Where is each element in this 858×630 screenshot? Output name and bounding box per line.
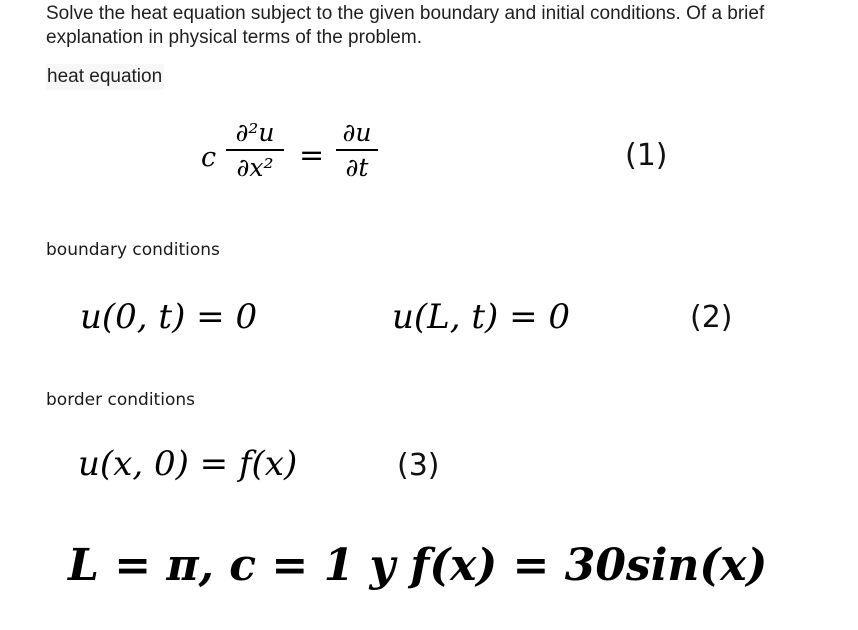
equation-number-2: (2): [690, 300, 733, 335]
rhs-fraction: [336, 118, 378, 183]
initial-condition: u(x, 0) = f(x): [78, 444, 298, 484]
lhs-fraction: [226, 118, 284, 183]
rhs-numerator: ∂u: [342, 118, 372, 147]
boundary-conditions-label: boundary conditions: [46, 240, 220, 260]
lhs-numerator: ∂²u: [235, 118, 275, 147]
parameter-values: L = π, c = 1 y f(x) = 30sin(x): [68, 540, 768, 591]
equals-sign: =: [299, 138, 325, 173]
boundary-condition-right: u(L, t) = 0: [392, 297, 571, 337]
coefficient-c: c: [201, 142, 217, 173]
heat-equation-label: heat equation: [46, 64, 164, 90]
boundary-condition-left: u(0, t) = 0: [80, 297, 258, 337]
lhs-fraction-bar: [226, 149, 284, 151]
equation-number-1: (1): [625, 138, 668, 173]
problem-statement: Solve the heat equation subject to the given boundary and initial conditions. Of a brief explanation in physical terms of the problem.: [46, 3, 765, 48]
rhs-fraction-bar: [336, 149, 378, 151]
lhs-denominator: ∂x²: [236, 153, 274, 182]
border-conditions-label: border conditions: [46, 390, 195, 410]
rhs-denominator: ∂t: [345, 153, 369, 182]
equation-number-3: (3): [397, 448, 440, 483]
